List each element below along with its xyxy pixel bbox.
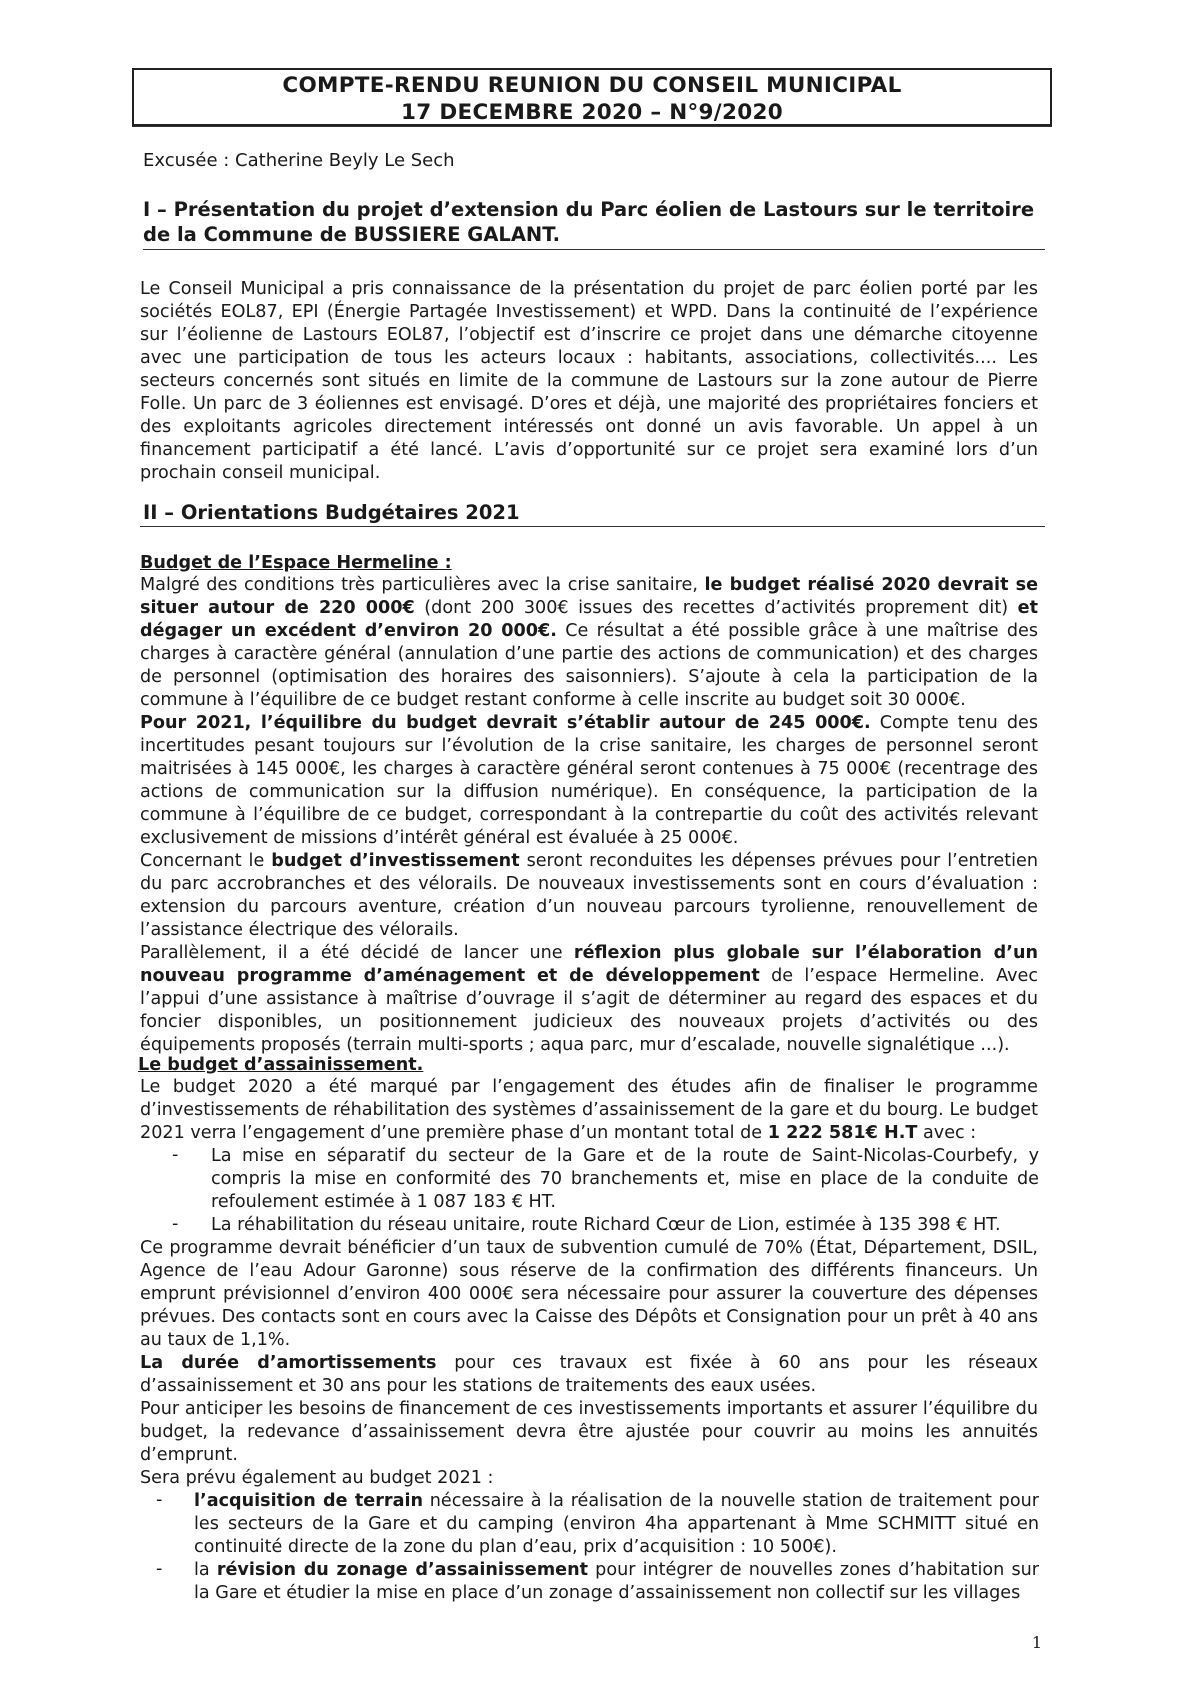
section-2-title: II – Orientations Budgétaires 2021 xyxy=(143,501,520,524)
section-2-rule xyxy=(140,526,1045,527)
excusee-line: Excusée : Catherine Beyly Le Sech xyxy=(143,150,455,171)
bullet-dash: - xyxy=(156,1490,163,1510)
title-line-1: COMPTE-RENDU REUNION DU CONSEIL MUNICIPAL xyxy=(282,73,902,98)
bullet-1: La mise en séparatif du secteur de la Gare et de la route de Saint-Nicolas-Courbefy, y compris la mise en conformité des 70 branchements et, mise en place de la conduite de refoulement estimée à 1 087 183 € HT. xyxy=(211,1146,1039,1212)
assainissement-paragraph-5: Sera prévu également au budget 2021 : xyxy=(140,1468,494,1488)
title-box xyxy=(132,68,1052,126)
assainissement-paragraph-4: Pour anticiper les besoins de financement de ces investissements importants et assurer l’équilibre du budget, la redevance d’assainissement devra être ajustée pour couvrir au moins les annuités d’emprunt. xyxy=(140,1399,1038,1465)
section-1-body: Le Conseil Municipal a pris connaissance de la présentation du projet de parc éolien porté par les sociétés EOL87, EPI (Énergie Partagée Investissement) et WPD. Dans la continuité de l’expérience sur l’éolienne de Lastours EOL87, l’objectif est d’inscrire ce projet dans une démarche citoyenne avec une participation de tous les acteurs locaux : habitants, associations, collectivités.... Les secteurs concernés sont situés en limite de la commune de Lastours sur la zone autour de Pierre Folle. Un parc de 3 éoliennes est envisagé. D’ores et déjà, une majorité des propriétaires fonciers et des exploitants agricoles directement intéressés ont donné un avis favorable. Un appel à un financement participatif a été lancé. L’avis d’opportunité sur ce projet sera examiné lors d’un prochain conseil municipal. xyxy=(140,279,1038,483)
assainissement-heading: Le budget d’assainissement. xyxy=(138,1055,424,1075)
hermeline-heading: Budget de l’Espace Hermeline : xyxy=(140,553,452,573)
title-line-2: 17 DECEMBRE 2020 – N°9/2020 xyxy=(401,100,783,125)
bullet-dash: - xyxy=(172,1214,179,1234)
bullet-4: la révision du zonage d’assainissement pour intégrer de nouvelles zones d’habitation sur la Gare et étudier la mise en place d’un zonage d’assainissement non collectif sur les villages xyxy=(194,1560,1039,1603)
title-underline xyxy=(132,126,1052,127)
bullet-dash: - xyxy=(172,1145,179,1165)
page-number: 1 xyxy=(1031,1633,1042,1652)
hermeline-paragraph-3: Concernant le budget d’investissement seront reconduites les dépenses prévues pour l’entretien du parc accrobranches et des vélorails. De nouveaux investissements sont en cours d’évaluation : extension du parcours aventure, création d’un nouveau parcours tyrolienne, renouvellement de l’assistance électrique des vélorails. xyxy=(140,851,1038,940)
hermeline-paragraph-4: Parallèlement, il a été décidé de lancer une réflexion plus globale sur l’élaboration d’un nouveau programme d’aménagement et de développement de l’espace Hermeline. Avec l’appui d’une assistance à maîtrise d’ouvrage il s’agit de déterminer au regard des espaces et du foncier disponibles, un positionnement judicieux des nouveaux projets d’activités ou des équipements proposés (terrain multi-sports ; aqua parc, mur d’escalade, nouvelle signalétique ...). xyxy=(140,943,1038,1055)
assainissement-paragraph-2: Ce programme devrait bénéficier d’un taux de subvention cumulé de 70% (État, Département, DSIL, Agence de l’eau Adour Garonne) sous réserve de la confirmation des différents financeurs. Un emprunt prévisionnel d’environ 400 000€ sera nécessaire pour assurer la couverture des dépenses prévues. Des contacts sont en cours avec la Caisse des Dépôts et Consignation pour un prêt à 40 ans au taux de 1,1%. xyxy=(140,1238,1038,1350)
assainissement-paragraph-1: Le budget 2020 a été marqué par l’engagement des études afin de finaliser le programme d’investissements de réhabilitation des systèmes d’assainissement de la gare et du bourg. Le budget 2021 verra l’engagement d’une première phase d’un montant total de 1 222 581€ H.T avec : xyxy=(140,1077,1038,1143)
bullet-3: l’acquisition de terrain nécessaire à la réalisation de la nouvelle station de traitement pour les secteurs de la Gare et du camping (environ 4ha appartenant à Mme SCHMITT situé en continuité directe de la zone du plan d’eau, prix d’acquisition : 10 500€). xyxy=(194,1491,1039,1557)
hermeline-paragraph-1: Malgré des conditions très particulières avec la crise sanitaire, le budget réalisé 2020 devrait se situer autour de 220 000€ (dont 200 300€ issues des recettes d’activités proprement dit) et dégager un excédent d’environ 20 000€. Ce résultat a été possible grâce à une maîtrise des charges à caractère général (annulation d’une partie des actions de communication) et des charges de personnel (optimisation des horaires des saisonniers). S’ajoute à cela la participation de la commune à l’équilibre de ce budget restant conforme à celle inscrite au budget soit 30 000€. xyxy=(140,575,1038,710)
section-1-title: I – Présentation du projet d’extension du Parc éolien de Lastours sur le territoire de la Commune de BUSSIERE GALANT. xyxy=(143,198,1035,246)
section-1-rule xyxy=(143,249,1045,250)
bullet-2: La réhabilitation du réseau unitaire, route Richard Cœur de Lion, estimée à 135 398 € HT. xyxy=(211,1215,1001,1235)
assainissement-paragraph-3: La durée d’amortissements pour ces travaux est fixée à 60 ans pour les réseaux d’assainissement et 30 ans pour les stations de traitements des eaux usées. xyxy=(140,1353,1038,1396)
bullet-dash: - xyxy=(156,1559,163,1579)
hermeline-paragraph-2: Pour 2021, l’équilibre du budget devrait s’établir autour de 245 000€. Compte tenu des incertitudes pesant toujours sur l’évolution de la crise sanitaire, les charges de personnel seront maitrisées à 145 000€, les charges à caractère général seront contenues à 75 000€ (recentrage des actions de communication sur la diffusion numérique). En conséquence, la participation de la commune à l’équilibre de ce budget, correspondant à la contrepartie du coût des activités relevant exclusivement de missions d’intérêt général est évaluée à 25 000€. xyxy=(140,713,1038,848)
